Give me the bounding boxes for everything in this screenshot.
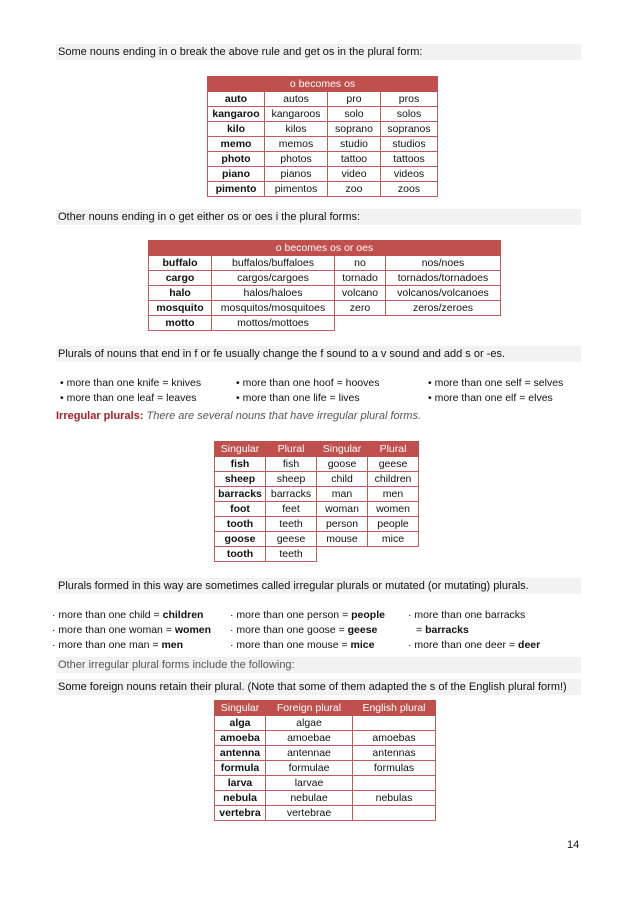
column-header: Foreign plural	[266, 701, 353, 716]
example-prefix: · more than one person =	[230, 609, 352, 621]
f-fe-example: • more than one hoof = hooves	[236, 377, 380, 389]
table-cell: halo	[149, 286, 212, 301]
table-row	[149, 271, 501, 286]
f-fe-examples	[60, 377, 580, 407]
example-plural: barracks	[425, 624, 469, 636]
page-number: 14	[567, 839, 580, 851]
table-cell: zero	[335, 301, 386, 316]
table-cell: foot	[215, 502, 266, 517]
table-cell: algae	[266, 716, 353, 731]
table-cell: people	[368, 517, 419, 532]
mutated-plurals-text: Plurals formed in this way are sometimes called irregular plurals or mutated (or mutating) plurals.	[56, 578, 581, 594]
table-row	[208, 167, 438, 182]
example-plural: mice	[350, 639, 375, 651]
table-row	[215, 746, 436, 761]
table-cell: tattoo	[328, 152, 381, 167]
table-cell: soprano	[328, 122, 381, 137]
table-row	[215, 487, 419, 502]
column-header: Singular	[215, 701, 266, 716]
table-cell: nebulas	[353, 791, 436, 806]
table-cell: halos/haloes	[212, 286, 335, 301]
table-cell	[368, 547, 419, 562]
table-cell: tornado	[335, 271, 386, 286]
f-fe-example: • more than one life = lives	[236, 392, 360, 404]
foreign-nouns-text: Some foreign nouns retain their plural. (Note that some of them adapted the s of the English plural form!)	[56, 679, 581, 695]
f-fe-rule-text: Plurals of nouns that end in f or fe usually change the f sound to a v sound and add s or -es.	[56, 346, 581, 362]
table-cell: vertebrae	[266, 806, 353, 821]
irregular-description: There are several nouns that have irregular plural forms.	[146, 410, 422, 422]
table-header: o becomes os or oes	[149, 241, 501, 256]
table-cell: kangaroos	[265, 107, 328, 122]
table-cell: vertebra	[215, 806, 266, 821]
table-cell: mosquitos/mosquitoes	[212, 301, 335, 316]
example-plural: people	[351, 609, 385, 621]
table-row	[215, 457, 419, 472]
table-cell: auto	[208, 92, 265, 107]
table-cell: barracks	[266, 487, 317, 502]
table-row	[149, 286, 501, 301]
table-cell: children	[368, 472, 419, 487]
table-header-row	[215, 701, 436, 716]
table-cell: nebula	[215, 791, 266, 806]
table-row	[215, 472, 419, 487]
table-cell: child	[317, 472, 368, 487]
mutated-example	[230, 609, 385, 621]
table-cell: man	[317, 487, 368, 502]
table-cell: woman	[317, 502, 368, 517]
example-plural: children	[162, 609, 204, 621]
table-cell: memos	[265, 137, 328, 152]
table-cell: geese	[266, 532, 317, 547]
mutated-example	[416, 624, 469, 636]
table-cell: women	[368, 502, 419, 517]
table-cell	[335, 316, 386, 331]
o-becomes-os-or-oes-table	[148, 240, 501, 331]
table-cell: studios	[381, 137, 438, 152]
table-header: o becomes os	[208, 77, 438, 92]
table-row	[208, 122, 438, 137]
table-cell	[386, 316, 501, 331]
example-plural: deer	[518, 639, 541, 651]
table-cell: memo	[208, 137, 265, 152]
intro-o-os-oes: Other nouns ending in o get either os or oes i the plural forms:	[56, 209, 581, 225]
table-cell: barracks	[215, 487, 266, 502]
mutated-example	[52, 639, 183, 651]
table-row	[149, 316, 501, 331]
table-row	[208, 107, 438, 122]
example-prefix: =	[416, 624, 426, 636]
table-cell: pimentos	[265, 182, 328, 197]
column-header: Plural	[266, 442, 317, 457]
column-header: Plural	[368, 442, 419, 457]
table-cell: antenna	[215, 746, 266, 761]
example-prefix: · more than one deer =	[408, 639, 519, 651]
table-cell: zoos	[381, 182, 438, 197]
table-cell: photos	[265, 152, 328, 167]
table-row	[215, 731, 436, 746]
table-row	[215, 791, 436, 806]
table-cell: zoo	[328, 182, 381, 197]
table-cell: fish	[266, 457, 317, 472]
table-cell: motto	[149, 316, 212, 331]
table-cell: sheep	[215, 472, 266, 487]
table-cell: pianos	[265, 167, 328, 182]
table-cell: pros	[381, 92, 438, 107]
table-cell: piano	[208, 167, 265, 182]
table-cell: amoebas	[353, 731, 436, 746]
table-cell: photo	[208, 152, 265, 167]
table-cell: volcanos/volcanoes	[386, 286, 501, 301]
f-fe-example: • more than one self = selves	[428, 377, 564, 389]
table-cell: kilos	[265, 122, 328, 137]
table-cell: pro	[328, 92, 381, 107]
table-cell	[317, 547, 368, 562]
mutated-example	[52, 624, 211, 636]
mutated-example	[408, 639, 540, 651]
table-cell: formulas	[353, 761, 436, 776]
table-cell: alga	[215, 716, 266, 731]
table-cell: volcano	[335, 286, 386, 301]
table-cell: men	[368, 487, 419, 502]
table-cell: videos	[381, 167, 438, 182]
example-prefix: · more than one barracks	[408, 609, 526, 621]
table-cell: solos	[381, 107, 438, 122]
mutated-example	[230, 639, 374, 651]
table-cell: mice	[368, 532, 419, 547]
table-row	[215, 806, 436, 821]
table-cell: amoebae	[266, 731, 353, 746]
column-header: Singular	[317, 442, 368, 457]
table-row	[149, 256, 501, 271]
table-row	[215, 761, 436, 776]
example-prefix: · more than one child =	[52, 609, 163, 621]
table-cell: buffalo	[149, 256, 212, 271]
table-cell	[353, 806, 436, 821]
table-cell: buffalos/buffaloes	[212, 256, 335, 271]
table-cell	[353, 716, 436, 731]
f-fe-example: • more than one knife = knives	[60, 377, 202, 389]
table-cell: tattoos	[381, 152, 438, 167]
table-cell: amoeba	[215, 731, 266, 746]
table-cell: larvae	[266, 776, 353, 791]
table-cell: fish	[215, 457, 266, 472]
other-irregular-text: Other irregular plural forms include the following:	[56, 657, 581, 673]
table-row	[208, 152, 438, 167]
irregular-plurals-heading	[56, 410, 421, 422]
table-row	[215, 517, 419, 532]
table-cell: goose	[215, 532, 266, 547]
table-cell: formulae	[266, 761, 353, 776]
table-row	[149, 301, 501, 316]
table-cell: formula	[215, 761, 266, 776]
mutated-examples	[52, 609, 582, 655]
example-prefix: · more than one mouse =	[230, 639, 351, 651]
table-row	[215, 532, 419, 547]
mutated-example	[52, 609, 203, 621]
table-cell: feet	[266, 502, 317, 517]
table-cell: antennae	[266, 746, 353, 761]
table-cell: solo	[328, 107, 381, 122]
table-row	[215, 547, 419, 562]
o-becomes-os-table	[207, 76, 438, 197]
table-cell: mottos/mottoes	[212, 316, 335, 331]
f-fe-example: • more than one leaf = leaves	[60, 392, 197, 404]
column-header: Singular	[215, 442, 266, 457]
table-cell: teeth	[266, 517, 317, 532]
intro-o-os: Some nouns ending in o break the above rule and get os in the plural form:	[56, 44, 581, 60]
mutated-example	[230, 624, 377, 636]
example-prefix: · more than one goose =	[230, 624, 348, 636]
table-cell	[353, 776, 436, 791]
table-cell: kangaroo	[208, 107, 265, 122]
example-plural: men	[161, 639, 184, 651]
table-cell: sheep	[266, 472, 317, 487]
table-row	[215, 716, 436, 731]
table-cell: tooth	[215, 547, 266, 562]
table-cell: person	[317, 517, 368, 532]
f-fe-example: • more than one elf = elves	[428, 392, 553, 404]
table-cell: nebulae	[266, 791, 353, 806]
table-cell: cargos/cargoes	[212, 271, 335, 286]
table-cell: mouse	[317, 532, 368, 547]
table-cell: autos	[265, 92, 328, 107]
table-cell: goose	[317, 457, 368, 472]
table-cell: cargo	[149, 271, 212, 286]
foreign-plurals-table	[214, 700, 436, 821]
table-cell: tornados/tornadoes	[386, 271, 501, 286]
irregular-label: Irregular plurals:	[56, 410, 144, 422]
irregular-plurals-table	[214, 441, 419, 562]
table-cell: mosquito	[149, 301, 212, 316]
table-row	[208, 182, 438, 197]
table-cell: antennas	[353, 746, 436, 761]
table-cell: geese	[368, 457, 419, 472]
example-prefix: · more than one man =	[52, 639, 162, 651]
table-cell: tooth	[215, 517, 266, 532]
table-cell: studio	[328, 137, 381, 152]
example-plural: geese	[347, 624, 378, 636]
table-row	[208, 92, 438, 107]
table-cell: larva	[215, 776, 266, 791]
table-row	[208, 137, 438, 152]
table-cell: video	[328, 167, 381, 182]
table-cell: teeth	[266, 547, 317, 562]
table-header-row	[215, 442, 419, 457]
table-cell: kilo	[208, 122, 265, 137]
table-cell: nos/noes	[386, 256, 501, 271]
table-cell: zeros/zeroes	[386, 301, 501, 316]
example-plural: women	[174, 624, 212, 636]
column-header: English plural	[353, 701, 436, 716]
mutated-example	[408, 609, 525, 621]
table-row	[215, 502, 419, 517]
table-row	[215, 776, 436, 791]
example-prefix: · more than one woman =	[52, 624, 175, 636]
table-cell: no	[335, 256, 386, 271]
table-cell: pimento	[208, 182, 265, 197]
table-cell: sopranos	[381, 122, 438, 137]
